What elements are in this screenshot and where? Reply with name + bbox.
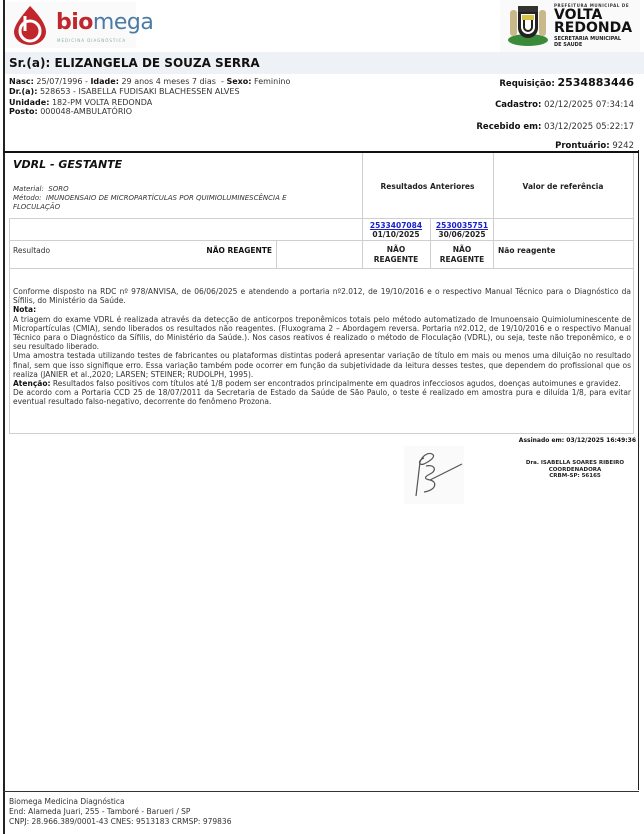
previous-result-line2: REAGENTE [373, 255, 419, 264]
patient-demographics: Nasc: 25/07/1996 - Idade: 29 anos 4 meses 7 dias - Sexo: Feminino [9, 77, 291, 86]
right-border [638, 150, 639, 790]
left-border [3, 0, 5, 834]
previous-request-link[interactable]: 2530035751 [435, 221, 489, 230]
request-number: 2534883446 [557, 76, 634, 89]
note-label: Nota: [13, 305, 37, 315]
method-line [13, 194, 333, 212]
final-text: De acordo com a Portaria CCD 25 de 18/07/2011 da Secretaria de Estado da Saúde de São Paulo, o teste é realizado em amostra pura e diluída 1/8, para evitar eventual resultado falso-negativo, decorrente do fenômeno Prozona. [13, 388, 631, 407]
brand-tagline: MEDICINA DIAGNÓSTICA [57, 38, 127, 43]
signer-name: Dra. ISABELLA SOARES RIBEIRO [525, 460, 625, 466]
signer-block [520, 460, 630, 480]
reference-value: Não reagente [498, 246, 556, 255]
sex-label: Sexo [226, 77, 249, 86]
notes-intro: Conforme disposto na RDC nº 978/ANVISA, de 06/06/2025 e atendendo a portaria nº2.012, de 19/10/2016 e o respectivo Manual Técnico para o Diagnóstico da Sífilis, do Ministério da Saúde. [13, 287, 631, 306]
partner-dept-line2: DE SAUDE [554, 42, 583, 48]
previous-date: 30/06/2025 [438, 230, 486, 239]
previous-result-2 [431, 221, 493, 239]
section-divider [3, 151, 639, 153]
material-line [13, 185, 333, 194]
footer [9, 797, 231, 827]
table-divider [9, 268, 633, 269]
partner-department [554, 36, 638, 48]
partner-top-text: PREFEITURA MUNICIPAL DE [554, 3, 630, 8]
brand-name-bold: bio [56, 10, 93, 35]
table-divider [493, 153, 494, 268]
birth-value: 25/07/1996 [36, 77, 83, 86]
previous-result-value [432, 245, 492, 265]
record-value: 9242 [612, 141, 634, 151]
biomega-logo [6, 2, 154, 48]
previous-result-1 [364, 221, 428, 239]
doctor-value: 528653 - ISABELLA FUDISAKI BLACHESSEN ALVES [39, 87, 240, 96]
volta-redonda-logo [500, 0, 640, 52]
brand-name-rest: mega [92, 10, 154, 35]
post-line [9, 107, 132, 117]
signer-role: COORDENADORA [548, 466, 602, 473]
note-text-2: Uma amostra testada utilizando testes de fabricantes ou plataformas distintas poderá apresentar variação de título em mais ou menos uma diluição no resultado final, sem que isso signifique erro. Essa variação também pode ocorrer em função da subjetividade da leitura desses testes, que dependem do profissional que os realiza (JANIER et al.,2020; LARSEN; STEINER; RUDOLPH, 1995). [13, 351, 631, 379]
brand-name [56, 10, 153, 35]
table-divider [9, 240, 633, 241]
signer-registration: CRBM-SP: 56165 [549, 473, 601, 479]
table-divider [633, 153, 634, 268]
exam-title: VDRL - GESTANTE [13, 158, 123, 171]
signature-image [404, 446, 464, 504]
cadastro-label: Cadastro: [495, 100, 542, 110]
reference-header: Valor de referência [522, 182, 604, 191]
post-label: Posto: [9, 107, 38, 116]
table-divider [276, 240, 277, 268]
previous-result-line1: NÃO [452, 245, 472, 254]
cadastro-value: 02/12/2025 07:34:14 [544, 100, 634, 110]
footer-divider [3, 791, 639, 792]
partner-name-line1: VOLTA [554, 7, 603, 23]
method-value: IMUNOENSAIO DE MICROPARTÍCULAS POR QUIMIOLUMINESCÊNCIA E FLOCULAÇÃO [13, 194, 287, 211]
notes-section [13, 287, 631, 407]
unit-value: 182-PM VOLTA REDONDA [51, 98, 153, 107]
note-text-1: A triagem do exame VDRL é realizada através da detecção de anticorpos treponêmicos totais pelo método automatizado de Imunoensaio Quimioluminescente de Micropartículas (CMIA), sendo liberados os resultados não reagentes. (Fluxograma 2 – Abordagem reversa. Portaria nº2.012, de 19/10/2016 e o respectivo Manual Técnico para o Diagnóstico da Sífilis, do Ministério da Saúde.). Nos casos reativos é realizado o método de Floculação (VDRL), ou seja, teste não treponêmico, e o seu resultado liberado. [13, 314, 631, 352]
request-label: Requisição: [499, 79, 555, 89]
cadastro-line [495, 100, 634, 110]
attention-text: Resultados falso positivos com títulos até 1/8 podem ser encontrados principalmente em quadros infecciosos agudos, doenças autoimunes e gravidez. [52, 379, 621, 389]
footer-company: Biomega Medicina Diagnóstica [9, 797, 125, 806]
previous-date: 01/10/2025 [372, 230, 420, 239]
material-value: SORO [48, 185, 69, 193]
doctor-label: Dr.(a): [9, 87, 38, 96]
material-label: Material: [13, 185, 44, 193]
age-label: Idade [90, 77, 116, 86]
table-divider [9, 218, 10, 268]
notes-bottom-border [9, 433, 633, 434]
footer-address: End: Alameda Juari, 255 - Tamboré - Barueri / SP [9, 807, 191, 816]
result-label: Resultado [13, 246, 51, 255]
received-label: Recebido em: [476, 122, 542, 132]
post-value: 000048-AMBULATÓRIO [40, 107, 133, 116]
previous-result-line1: NÃO [386, 245, 406, 254]
attention-line [13, 379, 631, 388]
request-line [499, 76, 634, 89]
table-divider [9, 218, 633, 219]
previous-results-header: Resultados Anteriores [380, 182, 475, 191]
doctor-line [9, 87, 240, 97]
partner-dept-line1: SECRETARIA MUNICIPAL [554, 36, 622, 42]
biomega-drop-icon [12, 4, 48, 46]
patient-name [9, 56, 260, 70]
received-line [476, 122, 634, 132]
table-divider [362, 153, 363, 268]
unit-label: Unidade: [9, 98, 50, 107]
signed-value: 03/12/2025 16:49:36 [566, 437, 636, 444]
partner-name-line2: REDONDA [554, 20, 633, 36]
sex-value: Feminino [254, 77, 291, 86]
footer-registry: CNPJ: 28.966.389/0001-43 CNES: 9513183 CRMSP: 979836 [9, 817, 232, 826]
method-label: Método: [13, 194, 42, 202]
previous-result-value [366, 245, 426, 265]
attention-label: Atenção: [13, 379, 51, 389]
city-crest-icon [506, 2, 550, 48]
birth-label: Nasc [9, 77, 31, 86]
received-value: 03/12/2025 05:22:17 [544, 122, 634, 132]
handwritten-signature-icon [404, 446, 464, 504]
previous-result-line2: REAGENTE [439, 255, 485, 264]
record-line [555, 141, 634, 151]
previous-request-link[interactable]: 2533407084 [369, 221, 423, 230]
notes-right-border [633, 268, 634, 434]
patient-name-label: Sr.(a): [9, 56, 51, 70]
age-value: 29 anos 4 meses 7 dias [121, 77, 216, 86]
record-label: Prontuário: [555, 141, 610, 151]
result-value: NÃO REAGENTE [206, 246, 272, 255]
signed-at [519, 437, 636, 444]
exam-meta [13, 185, 333, 212]
patient-name-value: ELIZANGELA DE SOUZA SERRA [54, 56, 260, 70]
signed-label: Assinado em: [518, 437, 565, 444]
notes-left-border [9, 268, 10, 434]
